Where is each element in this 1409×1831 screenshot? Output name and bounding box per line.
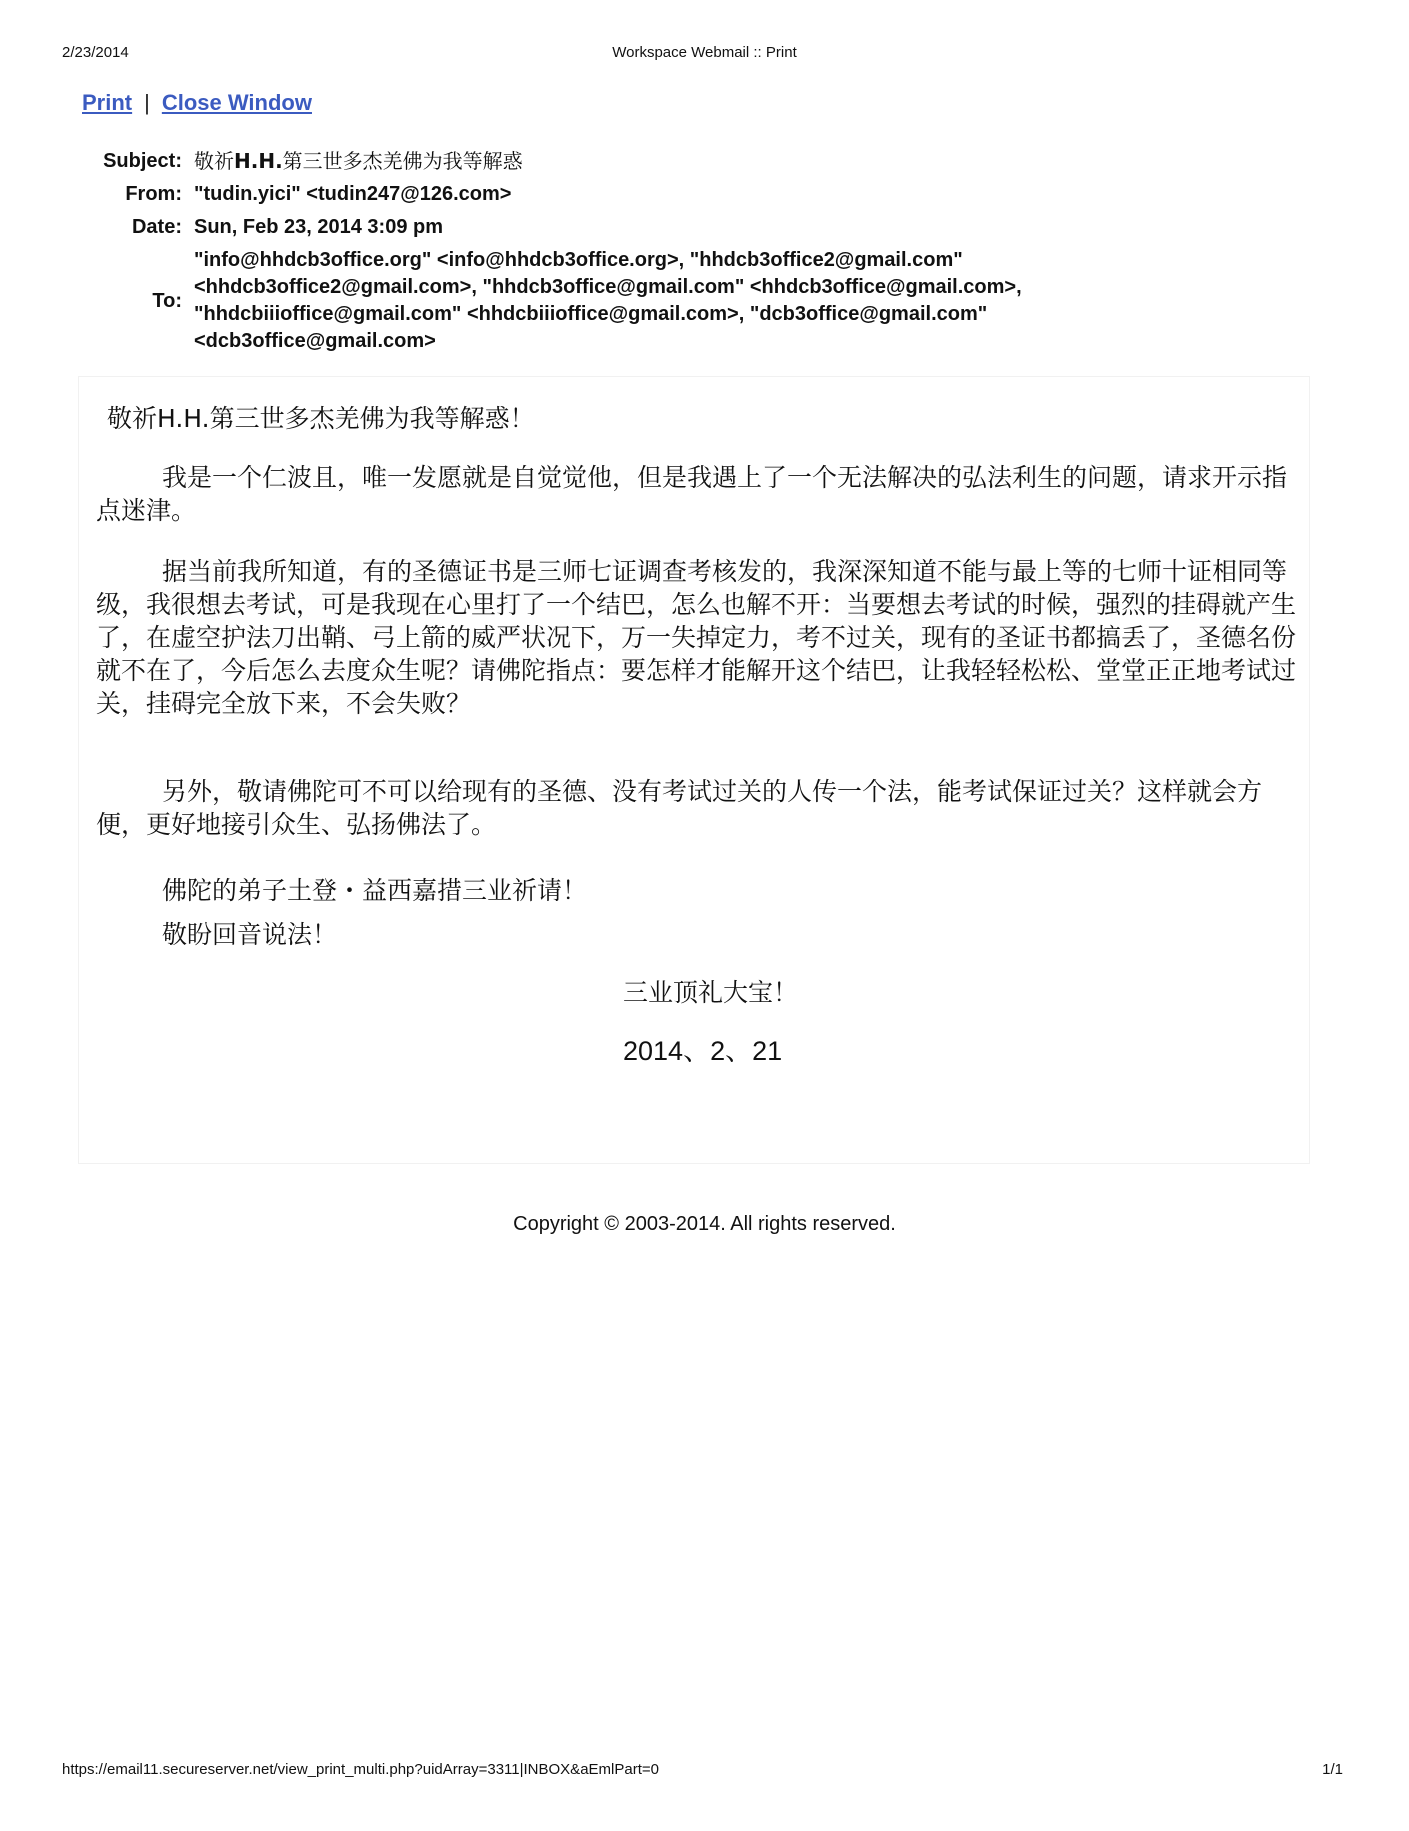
footer-page-number: 1/1 [1322, 1761, 1343, 1778]
from-label: From: [125, 183, 182, 205]
footer-url: https://email11.secureserver.net/view_print_multi.php?uidArray=3311|INBOX&aEmlPart=0 [62, 1761, 659, 1778]
to-value: "info@hhdcb3office.org" <info@hhdcb3office.org>, "hhdcb3office2@gmail.com" <hhdcb3office2@gmail.com>, "hhdcb3office@gmail.com" <hhdcb3office@gmail.com>, "hhdcbiiioffice@gmail.com" <hhdcbiiioffice@gmail.com>, "dcb3office@gmail.com" <dcb3office@gmail.com> [194, 249, 1022, 352]
body-awaiting-reply: 敬盼回音说法！ [162, 920, 338, 949]
subject-value [194, 145, 1130, 178]
action-bar [82, 90, 312, 116]
subject-prefix: 敬祈 [194, 149, 234, 173]
body-closing-date: 2014、2、21 [623, 1036, 783, 1066]
print-link[interactable]: Print [82, 90, 133, 115]
to-label: To: [152, 289, 182, 312]
print-page-title: Workspace Webmail :: Print [612, 44, 797, 61]
date-value: Sun, Feb 23, 2014 3:09 pm [194, 216, 443, 238]
subject-bold: H.H. [234, 149, 283, 173]
subject-rest: 第三世多杰羌佛为我等解惑 [282, 149, 523, 173]
from-row [70, 178, 1130, 211]
subject-label: Subject: [103, 150, 182, 172]
body-signature: 佛陀的弟子土登・益西嘉措三业祈请！ [162, 876, 588, 905]
copyright-notice: Copyright © 2003-2014. All rights reserved. [513, 1213, 896, 1235]
body-paragraph-1: 我是一个仁波且，唯一发愿就是自觉觉他，但是我遇上了一个无法解决的弘法利生的问题，请求开示指点迷津。 [96, 463, 1288, 525]
message-body [78, 376, 1310, 1164]
body-heading: 敬祈H.H.第三世多杰羌佛为我等解惑！ [107, 404, 535, 433]
email-headers [70, 145, 1130, 358]
from-value: "tudin.yici" <tudin247@126.com> [194, 183, 512, 205]
body-closing: 三业顶礼大宝！ [623, 978, 799, 1007]
to-row [70, 244, 1130, 358]
body-paragraph-2: 据当前我所知道，有的圣德证书是三师七证调查考核发的，我深深知道不能与最上等的七师十证相同等级，我很想去考试，可是我现在心里打了一个结巴，怎么也解不开：当要想去考试的时候，强烈的挂碍就产生了，在虚空护法刀出鞘、弓上箭的威严状况下，万一失掉定力，考不过关，现有的圣证书都搞丢了，圣德名份就不在了，今后怎么去度众生呢？请佛陀指点：要怎样才能解开这个结巴，让我轻轻松松、堂堂正正地考试过关，挂碍完全放下来，不会失败？ [96, 557, 1297, 718]
subject-row [70, 145, 1130, 178]
action-separator: | [144, 90, 150, 115]
body-paragraph-3: 另外，敬请佛陀可不可以给现有的圣德、没有考试过关的人传一个法，能考试保证过关？这样就会方便，更好地接引众生、弘扬佛法了。 [96, 777, 1263, 839]
print-date: 2/23/2014 [62, 44, 129, 61]
date-label: Date: [131, 216, 182, 238]
close-window-link[interactable]: Close Window [161, 90, 312, 115]
date-row [70, 211, 1130, 244]
